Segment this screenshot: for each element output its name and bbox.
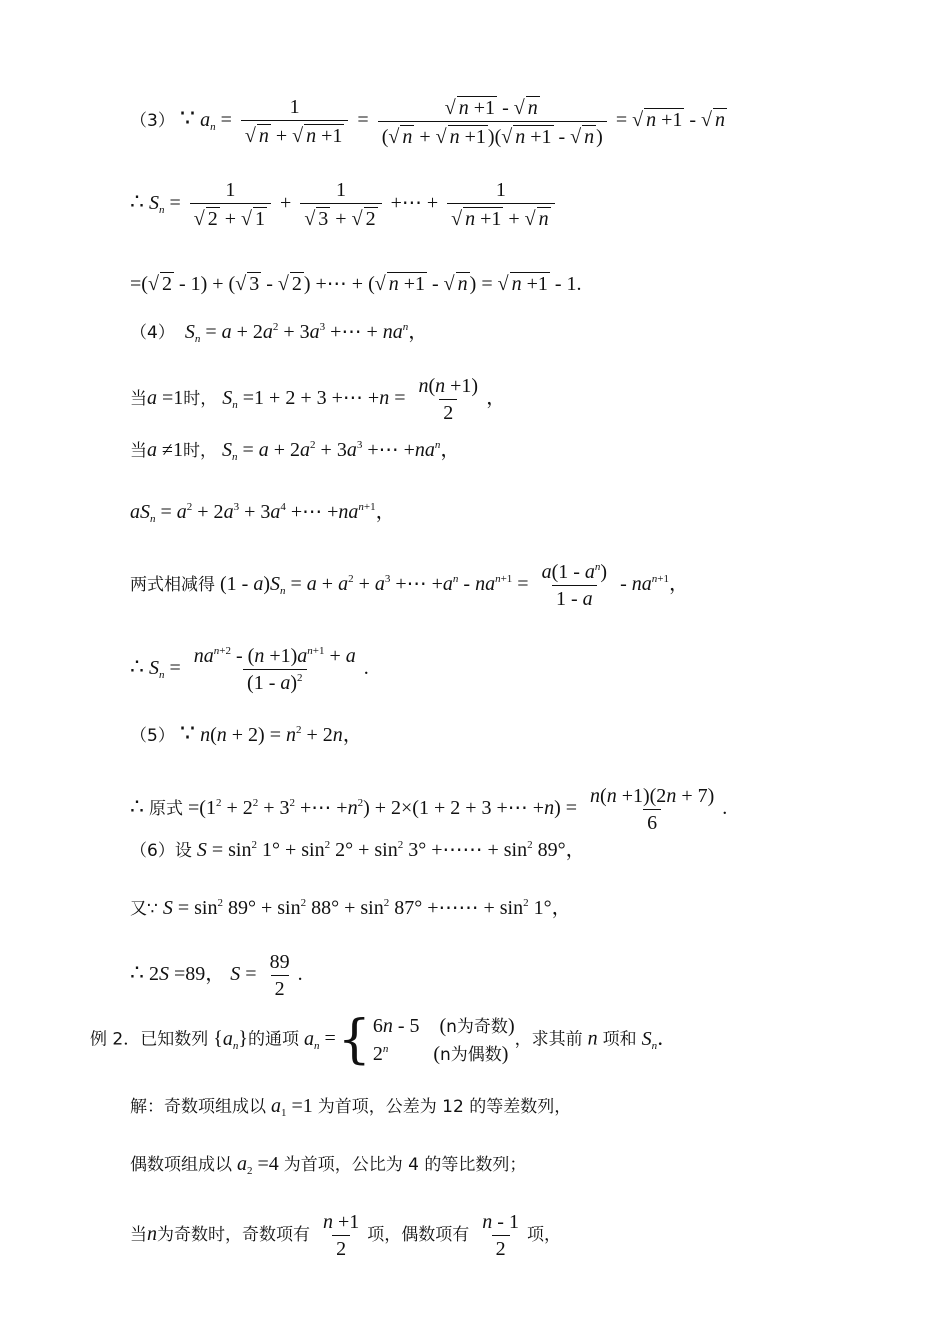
p4-a-ne1-line: 当a ≠1时， $S_n = a + 2a^2 + 3a^3$ +⋯ $+na^n$，: [130, 439, 461, 463]
p3-sum-frac-2: $\frac{1}{√ 3 + √ 2}$: [300, 180, 381, 229]
p6-frac: $\frac{89}{2}$: [269, 951, 290, 1000]
therefore-symbol: ∴: [130, 189, 144, 215]
sol-line3-prefix: 当: [130, 1225, 147, 1246]
p3-frac-2: $\frac{√ n +1 - √ n}{(√ n + √ n +1 )(√ n +1 - √ n )}$: [378, 96, 607, 147]
solution-line-1: 解：奇数项组成以 $a_1 =1$ 为首项，公差为 12 的等差数列，: [130, 1095, 572, 1119]
p3-sum-frac-3: $\frac{1}{√ n +1 + √ n}$: [447, 180, 555, 229]
comma: ，: [486, 387, 507, 410]
p4-result-line: ∴ $S_n$ = $\frac{na^{n+2} - (n +1)a^{n+1} + a}{(1 - a)^2}$ .: [130, 645, 369, 694]
comma: ，: [205, 963, 226, 986]
example-2-line: 例 2．已知数列 $\{a_n\}$的通项 $a_n$ ={ 6n - 5 (n为奇数) 2$^n$ (n为偶数) ，求其前 n 项和 $S_n$．: [90, 1010, 678, 1070]
comma: ，: [668, 573, 689, 596]
sol-line2-prefix: 偶数项组成以: [130, 1155, 232, 1175]
also-text: 又∵: [130, 899, 158, 919]
p3-dot: .: [576, 273, 582, 295]
when-suffix: 时，: [183, 389, 218, 410]
comma: ，: [565, 839, 586, 861]
ask2-text: 项和: [602, 1029, 637, 1050]
subtract-text: 两式相减得: [130, 575, 215, 596]
p3-sum-frac-1: $\frac{1}{√ 2 + √ 1}$: [190, 180, 271, 229]
p4-a1-line: 当a =1时， $S_n =1 + 2 + 3$ +⋯ +n = $\frac{n(n +1)}{2}$ ，: [130, 375, 507, 424]
ask-text: ，求其前: [514, 1029, 583, 1050]
dot: .: [722, 797, 728, 820]
p4-frac-result: $\frac{na^{n+2} - (n +1)a^{n+1} + a}{(1 - a)^2}$: [193, 645, 356, 694]
even-note: n为偶数: [440, 1045, 502, 1065]
sol-frac-even: $\frac{n - 1}{2}$: [482, 1211, 519, 1260]
p3-result-line: =(√ 2 - 1) + (√ 3 - √ 2 ) +⋯ + (√ n +1 - √ n ) = √ n +1 - 1.: [130, 273, 582, 295]
therefore-symbol: ∴: [130, 654, 144, 680]
p3-a-n: $a_n$: [200, 109, 216, 134]
p6-label: （6）设: [130, 841, 192, 861]
original-text: 原式: [149, 799, 183, 820]
when-text: 当: [130, 441, 147, 461]
solution-line-2: 偶数项组成以 $a_2 =4$ 为首项，公比为 4 的等比数列；: [130, 1153, 527, 1177]
p4-line: （4） $S_n = a + 2a^2 + 3a^3$ +⋯ + $na^n$，: [130, 321, 429, 345]
p3-sum-line: ∴ $S_n$ = $\frac{1}{√ 2 + √ 1}$ + $\frac{1}{√ 3 + √ 2}$ +⋯ + $\frac{1}{√ n +1 + √ n}$: [130, 180, 950, 229]
p3-frac-1: $\frac{1}{√ n + √ n +1}$: [241, 97, 349, 146]
p6-line: （6）设 $S = \sin^2 1^\circ + \sin^2 2^\circ + \sin^2 3^\circ$ +⋯⋯ + $\sin^2 89^\circ$，: [130, 839, 586, 861]
p4-aS-line: $aS_n = a^2 + 2a^3 + 3a^4$ +⋯ $+na^{n+1}$，: [130, 501, 396, 525]
comma: ，: [375, 501, 396, 523]
p5-line: （5） ∵ $n(n + 2) = n^2 + 2n$，: [130, 721, 363, 747]
p5-frac: $\frac{n(n +1)(2n + 7)}{6}$: [590, 785, 715, 834]
ask-end: ．: [657, 1027, 678, 1050]
therefore-symbol: ∴: [130, 794, 144, 820]
sol-line1-prefix: 解：奇数项组成以: [130, 1097, 266, 1117]
comma: ，: [342, 724, 363, 746]
p5-result-line: ∴ 原式 $=(1^2 + 2^2 + 3^2$ +⋯ $+n^2) + 2\times(1 + 2 + 3$ +⋯ +n) = $\frac{n(n +1)(2n + 7)}{6}$ .: [130, 785, 728, 834]
when-suffix: 时，: [182, 441, 217, 461]
p6-result-line: ∴ 2S =89， S = $\frac{89}{2}$ .: [130, 951, 303, 1000]
comma: ，: [408, 321, 429, 343]
p4-subtract-line: 两式相减得 $(1 - a)S_n = a + a^2 + a^3$ +⋯ $+a^n - na^{n+1}$ = $\frac{a(1 - a^n)}{1 - a}$ - $na^{n+1}$，: [130, 561, 689, 610]
when-text: 当: [130, 389, 147, 410]
p6-also-line: 又∵ $S = \sin^2 89^\circ + \sin^2 88^\circ + \sin^2 87^\circ$ +⋯⋯ + $\sin^2 1^\circ$，: [130, 897, 572, 919]
solution-line-3: 当n为奇数时，奇数项有 $\frac{n +1}{2}$ 项，偶数项有 $\frac{n - 1}{2}$ 项，: [130, 1211, 561, 1260]
sol-line3-mid2: 项，偶数项有: [367, 1225, 470, 1246]
therefore-symbol: ∴: [130, 960, 144, 986]
piecewise-cases: 6n - 5 (n为奇数) 2$^n$ (n为偶数): [372, 1015, 515, 1065]
sol-line2-suffix: 为首项，公比为 4 的等比数列；: [283, 1155, 527, 1175]
p4-label: （4）: [130, 323, 175, 343]
because-symbol: ∵: [179, 106, 196, 133]
comma: ，: [440, 439, 461, 461]
dot: .: [297, 963, 303, 986]
example-2-title: 例 2．已知数列: [90, 1029, 209, 1050]
odd-note: n为奇数: [446, 1017, 508, 1037]
p5-label: （5）: [130, 726, 175, 746]
sol-line1-suffix: 为首项，公差为 12 的等差数列，: [317, 1097, 572, 1117]
sol-line3-mid: 为奇数时，奇数项有: [157, 1225, 310, 1246]
general-term-text: 的通项: [247, 1029, 299, 1050]
sol-line3-end: 项，: [526, 1225, 561, 1246]
because-symbol: ∵: [179, 721, 196, 747]
p4-frac-sum: $\frac{n(n +1)}{2}$: [418, 375, 479, 424]
p3-label: （3）: [130, 111, 175, 132]
sol-frac-odd: $\frac{n +1}{2}$: [323, 1211, 360, 1260]
p4-frac-geom: $\frac{a(1 - a^n)}{1 - a}$: [541, 561, 608, 610]
comma: ，: [551, 897, 572, 919]
p3-line: （3） ∵ $a_n$ = $\frac{1}{√ n + √ n +1}$ = $\frac{√ n +1 - √ n}{(√ n + √ n +1 )(√ n +1 - √ n )}$ = √ n +1 - √ n: [130, 96, 726, 148]
